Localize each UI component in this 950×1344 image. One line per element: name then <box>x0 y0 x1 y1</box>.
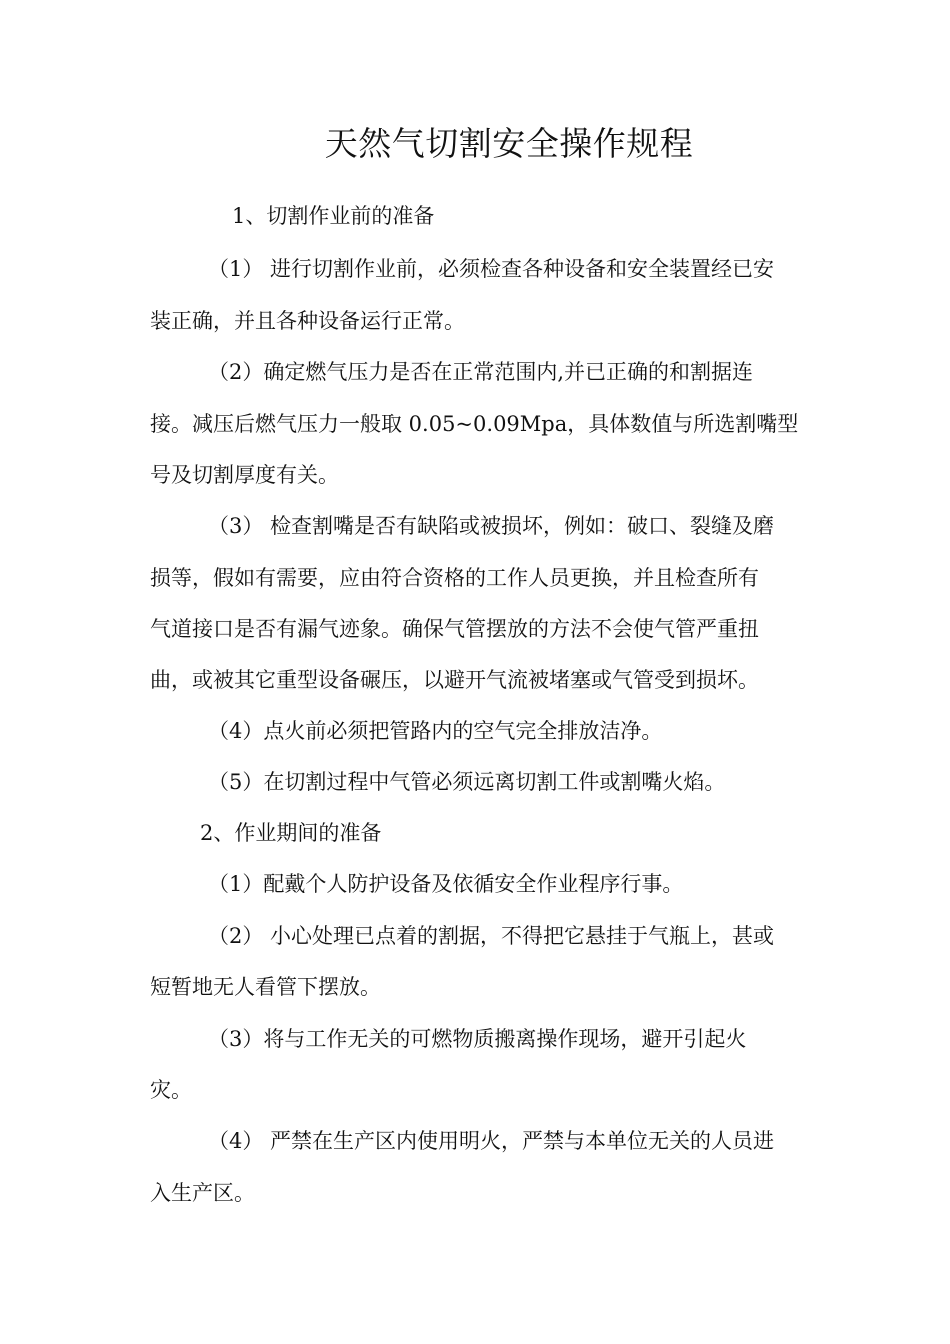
paragraph-line: 入生产区。 <box>150 1181 255 1205</box>
paragraph-line: （3） 检查割嘴是否有缺陷或被损坏，例如：破口、裂缝及磨 <box>208 514 775 538</box>
paragraph-line: 短暂地无人看管下摆放。 <box>150 975 381 999</box>
paragraph-line: （4）点火前必须把管路内的空气完全排放洁净。 <box>208 719 663 743</box>
paragraph-line: 损等，假如有需要，应由符合资格的工作人员更换，并且检查所有 <box>150 566 759 590</box>
paragraph-line: 号及切割厚度有关。 <box>150 463 339 487</box>
paragraph-line: （2） 小心处理已点着的割据，不得把它悬挂于气瓶上，甚或 <box>208 924 775 948</box>
paragraph-line: 装正确，并且各种设备运行正常。 <box>150 309 465 333</box>
paragraph-line: （3）将与工作无关的可燃物质搬离操作现场，避开引起火 <box>208 1027 747 1051</box>
paragraph-line: （2）确定燃气压力是否在正常范围内,并已正确的和割据连 <box>208 360 754 384</box>
paragraph-line: （4） 严禁在生产区内使用明火，严禁与本单位无关的人员进 <box>208 1129 775 1153</box>
paragraph-line: 灾。 <box>150 1078 192 1102</box>
paragraph-line: 曲，或被其它重型设备碾压，以避开气流被堵塞或气管受到损坏。 <box>150 668 759 692</box>
section-heading-2: 2、作业期间的准备 <box>200 821 382 845</box>
paragraph-line: （5）在切割过程中气管必须远离切割工件或割嘴火焰。 <box>208 770 726 794</box>
paragraph-line: 气道接口是否有漏气迹象。确保气管摆放的方法不会使气管严重扭 <box>150 617 759 641</box>
paragraph-line: （1） 进行切割作业前，必须检查各种设备和安全装置经已安 <box>208 257 775 281</box>
paragraph-line: 接。减压后燃气压力一般取 0.05~0.09Mpa，具体数值与所选割嘴型 <box>150 412 799 436</box>
paragraph-line: （1）配戴个人防护设备及依循安全作业程序行事。 <box>208 872 684 896</box>
section-heading-1: 1、切割作业前的准备 <box>232 204 435 228</box>
document-title: 天然气切割安全操作规程 <box>324 124 694 163</box>
